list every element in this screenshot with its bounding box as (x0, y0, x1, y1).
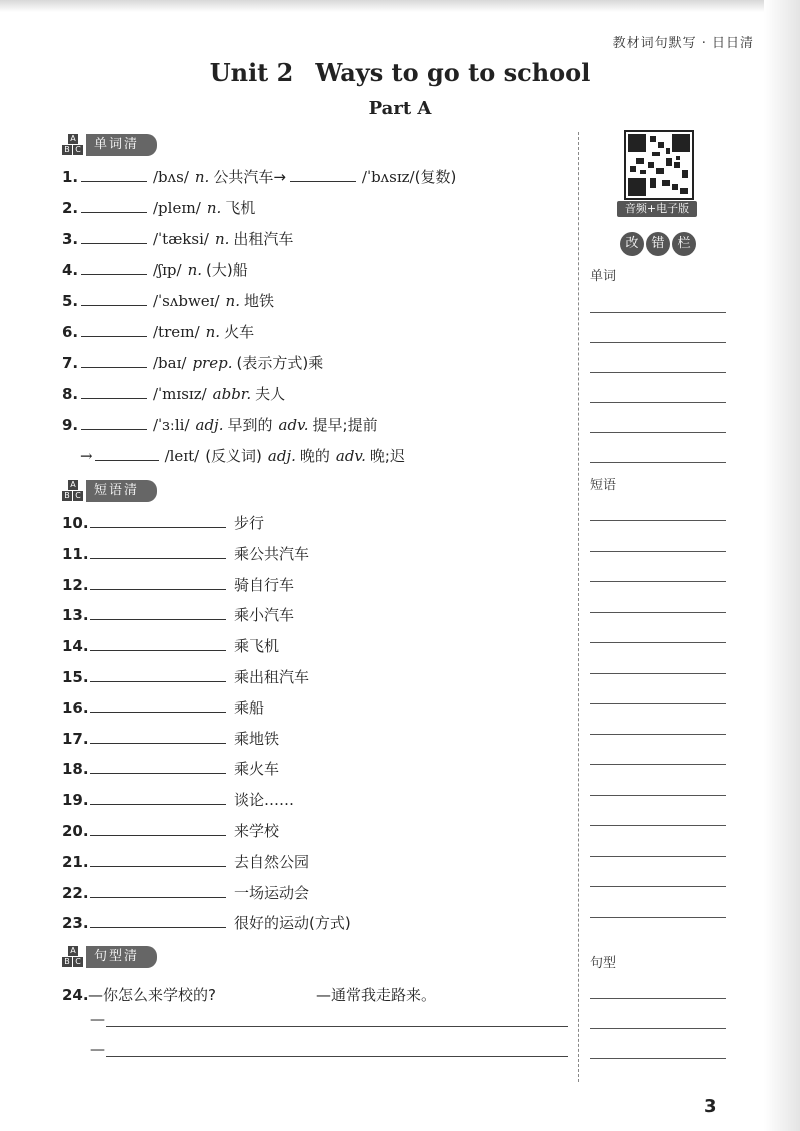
item-number: 24. (62, 986, 89, 1004)
answer-blank[interactable] (81, 353, 147, 368)
answer-blank[interactable] (90, 605, 226, 620)
phrase-meaning: 乘小汽车 (234, 606, 295, 625)
phonetic: /pleɪn/ (153, 199, 201, 217)
item-number: 13. (62, 606, 89, 625)
part-of-speech: n. (214, 230, 230, 248)
item-number: 6. (62, 323, 79, 341)
answer-blank[interactable] (90, 729, 226, 744)
part-of-speech: n. (225, 292, 240, 310)
phonetic: /ˈɜːli/ (153, 416, 190, 434)
answer-blank[interactable] (90, 636, 226, 651)
part-of-speech: n. (205, 323, 221, 341)
part-of-speech-2: adv. (278, 416, 309, 434)
section-phrases-header (62, 480, 157, 502)
item-number: 14. (62, 637, 89, 656)
item-number: 7. (62, 354, 79, 372)
side-line[interactable] (590, 312, 726, 313)
word-row (62, 228, 293, 249)
arrow-icon: → (80, 447, 93, 465)
word-row (62, 383, 285, 404)
item-number: 18. (62, 760, 89, 779)
word-row (62, 414, 378, 435)
side-line[interactable] (590, 734, 726, 735)
phrase-row (62, 697, 264, 718)
abc-icon: A B C (62, 946, 84, 968)
plural-note: (复数) (414, 168, 457, 186)
word-row (62, 166, 456, 187)
meaning: 出租汽车 (233, 230, 294, 248)
answer-blank[interactable] (81, 415, 147, 430)
phrase-row (62, 728, 279, 749)
side-line[interactable] (590, 856, 726, 857)
answer-blank[interactable] (81, 291, 147, 306)
item-number: 12. (62, 575, 89, 594)
phrase-row (62, 882, 309, 903)
phrase-row (62, 604, 294, 625)
answer-dash-2: — (90, 1040, 105, 1058)
section-phrases-label: 短语清 (86, 480, 157, 502)
item-number: 16. (62, 698, 89, 717)
part-of-speech: adj. (267, 447, 296, 465)
side-line[interactable] (590, 581, 726, 582)
side-line[interactable] (590, 703, 726, 704)
item-number: 8. (62, 385, 79, 403)
phrase-meaning: 步行 (234, 514, 265, 532)
column-divider (578, 132, 579, 1082)
item-number: 1. (62, 168, 79, 186)
side-line[interactable] (590, 795, 726, 796)
side-line[interactable] (590, 764, 726, 765)
phonetic: /ʃɪp/ (153, 261, 182, 279)
item-number: 3. (62, 230, 79, 248)
side-line[interactable] (590, 1058, 726, 1059)
answer-blank[interactable] (81, 167, 147, 182)
phrase-row (62, 666, 309, 687)
answer-blank[interactable] (81, 260, 147, 275)
side-line[interactable] (590, 998, 726, 999)
item-number: 2. (62, 199, 79, 217)
item-number: 20. (62, 822, 89, 840)
word-row (62, 259, 248, 280)
answer-blank[interactable] (90, 575, 226, 590)
meaning: 早到的 (227, 416, 273, 434)
sentence-answer: —通常我走路来。 (315, 986, 436, 1004)
meaning: 夫人 (255, 385, 286, 403)
meaning: 飞机 (225, 199, 256, 217)
unit-label: Unit 2 (209, 58, 294, 87)
phonetic: /baɪ/ (153, 354, 187, 372)
phrase-meaning: 乘出租汽车 (234, 668, 310, 686)
meaning: 公共汽车→ (213, 168, 286, 186)
meaning: (表示方式)乘 (236, 354, 324, 372)
phrase-meaning: 谈论…… (234, 791, 295, 810)
scan-shadow-right (764, 0, 800, 1131)
phrase-row (62, 574, 294, 595)
item-number: 19. (62, 791, 89, 810)
answer-blank[interactable] (290, 167, 356, 182)
side-line[interactable] (590, 402, 726, 403)
part-of-speech: n. (206, 199, 222, 217)
fix-title-char: 栏 (672, 232, 696, 256)
phrase-row (62, 758, 279, 779)
side-line[interactable] (590, 886, 726, 887)
scan-shadow-top (0, 0, 800, 12)
phrase-row (62, 789, 294, 810)
answer-blank[interactable] (81, 229, 147, 244)
answer-blank[interactable] (90, 821, 226, 836)
phrase-meaning: 乘飞机 (234, 637, 280, 656)
antonym-note: (反义词) (205, 447, 262, 465)
section-sentences-label: 句型清 (86, 946, 157, 968)
phrase-meaning: 来学校 (234, 822, 280, 840)
item-number: 15. (62, 668, 89, 686)
fix-title-char: 改 (620, 232, 644, 256)
phrase-meaning: 一场运动会 (234, 883, 310, 902)
side-line[interactable] (590, 825, 726, 826)
phrase-meaning: 乘火车 (234, 760, 280, 779)
sentence-question: —你怎么来学校的? (88, 986, 216, 1004)
unit-title (0, 58, 800, 87)
item-number: 17. (62, 729, 89, 748)
phonetic: /bʌs/ (153, 168, 189, 186)
word-row (62, 352, 323, 373)
phrase-row (62, 635, 279, 656)
phrase-meaning: 乘地铁 (234, 729, 280, 748)
item-number: 21. (62, 852, 89, 871)
answer-blank[interactable] (90, 513, 226, 528)
meaning: 地铁 (243, 292, 274, 310)
answer-blank[interactable] (81, 198, 147, 213)
page-number: 3 (704, 1096, 717, 1117)
answer-blank[interactable] (90, 698, 226, 713)
word9-followup (80, 445, 405, 466)
word-row (62, 321, 254, 342)
side-line[interactable] (590, 673, 726, 674)
phrase-row (62, 543, 309, 564)
side-line[interactable] (590, 551, 726, 552)
side-line[interactable] (590, 372, 726, 373)
answer-dash-1: — (90, 1010, 105, 1028)
answer-line-2[interactable] (106, 1056, 568, 1057)
answer-line-1[interactable] (106, 1026, 568, 1027)
section-words-header (62, 134, 157, 156)
phonetic: /ˈmɪsɪz/ (153, 385, 207, 403)
part-of-speech: prep. (192, 354, 233, 372)
item-number: 5. (62, 292, 79, 310)
answer-blank[interactable] (90, 544, 226, 559)
part-title: Part A (368, 98, 432, 119)
word-row (62, 197, 255, 218)
phrase-meaning: 去自然公园 (234, 852, 310, 871)
error-correction-title (620, 232, 696, 256)
meaning: 晚的 (299, 447, 330, 465)
phrase-row (62, 820, 279, 841)
section-sentences-header (62, 946, 157, 968)
item-number: 23. (62, 914, 89, 933)
item-number: 22. (62, 883, 89, 902)
abc-icon: A B C (62, 134, 84, 156)
phonetic: /leɪt/ (164, 447, 200, 465)
series-tag: 教材词句默写 · 日日清 (612, 36, 754, 51)
sentence-24 (62, 984, 436, 1005)
unit-name: Ways to go to school (315, 58, 591, 87)
answer-blank[interactable] (95, 446, 159, 461)
side-line[interactable] (590, 1028, 726, 1029)
fix-title-char: 错 (646, 232, 670, 256)
meaning-2: 提早;提前 (312, 416, 378, 434)
qr-code-icon[interactable] (624, 130, 694, 200)
item-number: 10. (62, 514, 89, 532)
side-line[interactable] (590, 642, 726, 643)
meaning-2: 晚;迟 (369, 447, 405, 465)
part-of-speech: abbr. (212, 385, 252, 403)
side-line[interactable] (590, 612, 726, 613)
answer-blank[interactable] (90, 667, 226, 682)
phrase-meaning: 乘公共汽车 (234, 544, 310, 563)
phonetic: /treɪn/ (153, 323, 200, 341)
phrase-row (62, 851, 309, 872)
meaning: (大)船 (206, 261, 248, 279)
meaning: 火车 (224, 323, 255, 341)
part-of-speech: n. (187, 261, 203, 279)
side-line[interactable] (590, 917, 726, 918)
answer-blank[interactable] (81, 322, 147, 337)
abc-icon: A B C (62, 480, 84, 502)
side-line[interactable] (590, 432, 726, 433)
side-words-label: 单词 (590, 269, 617, 284)
phrase-meaning: 乘船 (234, 698, 265, 717)
answer-blank[interactable] (90, 913, 226, 928)
side-line[interactable] (590, 342, 726, 343)
side-line[interactable] (590, 462, 726, 463)
phrase-meaning: 骑自行车 (234, 575, 295, 594)
side-sentences-label: 句型 (590, 956, 617, 971)
part-of-speech-2: adv. (335, 447, 366, 465)
answer-blank[interactable] (81, 384, 147, 399)
item-number: 11. (62, 544, 89, 563)
answer-blank[interactable] (90, 790, 226, 805)
phrase-row (62, 512, 264, 533)
word-row (62, 290, 274, 311)
side-line[interactable] (590, 520, 726, 521)
answer-blank[interactable] (90, 759, 226, 774)
phrase-row (62, 912, 351, 933)
item-number: 9. (62, 416, 79, 434)
section-words-label: 单词清 (86, 134, 157, 156)
part-of-speech: n. (194, 168, 210, 186)
side-phrases-label: 短语 (590, 478, 617, 493)
answer-blank[interactable] (90, 883, 226, 898)
phonetic: /ˈtæksi/ (153, 230, 209, 248)
plural-phonetic: /ˈbʌsɪz/ (361, 168, 415, 186)
item-number: 4. (62, 261, 79, 279)
qr-caption: 音频+电子版 (617, 201, 697, 217)
part-of-speech: adj. (195, 416, 224, 434)
phonetic: /ˈsʌbweɪ/ (153, 292, 220, 310)
answer-blank[interactable] (90, 852, 226, 867)
phrase-meaning: 很好的运动(方式) (234, 914, 351, 933)
